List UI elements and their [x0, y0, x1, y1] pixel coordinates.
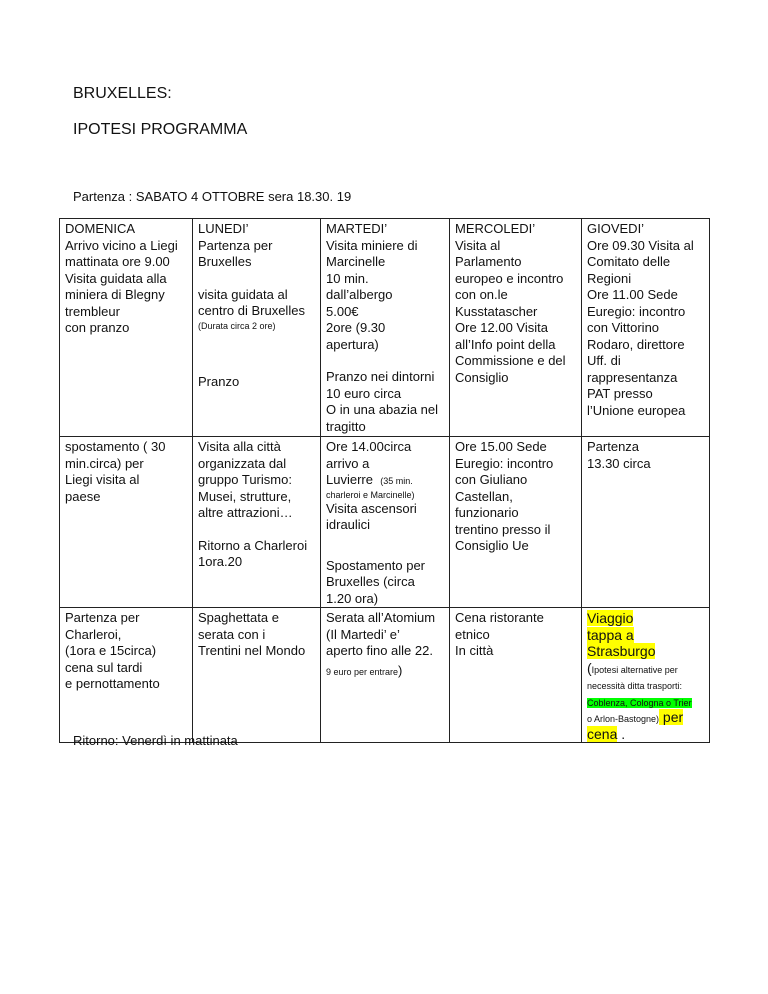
mercoledi-afternoon-text	[455, 439, 576, 555]
luvierre-label: Luvierre	[326, 472, 373, 487]
mercoledi-evening-text	[455, 610, 576, 660]
cell-mercoledi-afternoon	[450, 437, 582, 608]
text-line: Regioni	[587, 270, 632, 286]
martedi-morning-text	[326, 221, 444, 353]
text-line: Comitato delle	[587, 254, 671, 269]
text-line: MARTEDI’	[326, 221, 388, 236]
text-line: Commissione e del	[455, 353, 566, 368]
martedi-afternoon-text	[326, 439, 444, 472]
text-line: Ore 11.00 Sede	[587, 287, 678, 302]
text-line: Partenza	[587, 439, 640, 454]
text-line: organizzata dal	[198, 455, 287, 471]
text-line: Ore 14.00circa	[326, 439, 412, 454]
text-line: MERCOLEDI’	[455, 221, 536, 236]
text-line: min.circa) per	[65, 455, 144, 471]
martedi-lunch-text	[326, 369, 444, 435]
text-line: aperto fino alle 22.	[326, 643, 433, 658]
text-line: Ore 09.30 Visita al	[587, 237, 694, 253]
text-line: 13.30 circa	[587, 455, 651, 471]
text-line: 2ore (9.30	[326, 320, 386, 335]
lunedi-lunch: Pranzo	[198, 373, 240, 389]
text-line: Spaghettata e	[198, 610, 279, 625]
cell-lunedi-afternoon	[193, 437, 321, 608]
text-line: Marcinelle	[326, 254, 386, 269]
text-line: cena sul tardi	[65, 659, 143, 675]
text-line: 1.20 ora)	[326, 590, 379, 606]
lunedi-afternoon-text	[198, 439, 315, 522]
text-line: Cena ristorante	[455, 610, 544, 625]
text-line: In città	[455, 643, 494, 658]
text-line: con on.le	[455, 287, 508, 302]
text-line: altre attrazioni…	[198, 505, 293, 520]
martedi-price-line	[326, 663, 444, 680]
per-label: per	[659, 709, 684, 725]
text-line: GIOVEDI’	[587, 221, 645, 236]
text-line: 10 min.	[326, 270, 369, 286]
text-line: paese	[65, 488, 101, 504]
alt-note-4: o Arlon-Bastogne)	[587, 714, 660, 724]
return-line: Ritorno: Venerdì in mattinata	[73, 733, 238, 748]
martedi-luvierre-line	[326, 472, 444, 489]
text-line: Kusstatascher	[455, 303, 538, 319]
text-line: con Vittorino	[587, 320, 660, 335]
cell-giovedi-evening	[582, 608, 710, 743]
text-line: Trentini nel Mondo	[198, 643, 306, 658]
text-line: Arrivo vicino a Liegi	[65, 237, 178, 253]
strasburgo-label: tappa a Strasburgo	[587, 626, 656, 659]
martedi-evening-text	[326, 610, 444, 660]
text-line: Castellan,	[455, 488, 513, 504]
cell-domenica-morning	[60, 219, 193, 437]
cell-domenica-afternoon	[60, 437, 193, 608]
text-line: Pranzo nei dintorni	[326, 369, 435, 384]
alt-note-1: Ipotesi alternative per	[591, 664, 678, 675]
text-line: (1ora e 15circa)	[65, 643, 157, 658]
text-line: Charleroi,	[65, 626, 122, 642]
text-line: DOMENICA	[65, 221, 136, 236]
text-line: rappresentanza	[587, 369, 678, 385]
text-line: Liegi visita al	[65, 472, 140, 487]
text-line: centro di Bruxelles	[198, 303, 305, 318]
text-line: europeo e incontro	[455, 270, 564, 286]
text-line: Bruxelles (circa	[326, 574, 415, 589]
cell-martedi-evening	[321, 608, 450, 743]
text-line: 5.00€	[326, 303, 359, 319]
cell-lunedi-morning	[193, 219, 321, 437]
domenica-evening-text	[65, 610, 187, 693]
text-line: gruppo Turismo:	[198, 472, 292, 487]
domenica-morning-text	[65, 221, 187, 337]
text-line: Visita alla città	[198, 439, 281, 454]
mercoledi-morning-text	[455, 221, 576, 386]
cell-giovedi-afternoon	[582, 437, 710, 608]
cell-giovedi-morning	[582, 219, 710, 437]
text-line: Consiglio	[455, 369, 509, 385]
cell-martedi-afternoon	[321, 437, 450, 608]
table-row	[60, 608, 710, 743]
text-line: Visita ascensori	[326, 500, 417, 516]
page-subtitle: IPOTESI PROGRAMMA	[73, 121, 248, 138]
program-table	[59, 218, 710, 743]
giovedi-afternoon-text	[587, 439, 704, 472]
text-line: LUNEDI’	[198, 221, 249, 236]
text-line: funzionario	[455, 505, 519, 520]
text-line: Rodaro, direttore	[587, 336, 685, 352]
alt-note-3: Coblenza, Colognа o Trier	[587, 697, 692, 708]
table-row	[60, 219, 710, 437]
lunedi-duration-note: (Durata circa 2 ore)	[198, 320, 276, 331]
text-line: Musei, strutture,	[198, 488, 292, 504]
text-line: Ore 15.00 Sede	[455, 439, 547, 454]
cell-martedi-morning	[321, 219, 450, 437]
text-line: etnico	[455, 626, 490, 642]
text-line: Partenza per	[65, 610, 140, 625]
alt-paren: (	[587, 659, 592, 676]
cell-domenica-evening	[60, 608, 193, 743]
alt-note-2: necessità ditta trasporti:	[587, 681, 683, 691]
lunedi-evening-text	[198, 610, 315, 660]
text-line: Ore 12.00 Visita	[455, 320, 548, 335]
text-line: spostamento ( 30	[65, 439, 166, 454]
text-line: tragitto	[326, 418, 366, 434]
text-line: Bruxelles	[198, 254, 252, 269]
lunedi-morning-text	[198, 221, 315, 271]
text-line: dall’albergo	[326, 287, 393, 302]
text-line: (Il Martedi’ e’	[326, 626, 400, 642]
lunedi-return-text	[198, 538, 315, 571]
text-line: Uff. di	[587, 353, 621, 368]
giovedi-evening-text	[587, 610, 704, 742]
text-line: apertura)	[326, 336, 379, 352]
text-line: 1ora.20	[198, 554, 243, 569]
text-line: all’Info point della	[455, 336, 556, 352]
text-line: arrivo a	[326, 455, 370, 471]
text-line: con pranzo	[65, 320, 130, 335]
atomium-price: 9 euro per entrare	[326, 666, 399, 677]
text-line: trentino presso il	[455, 521, 551, 537]
text-line: miniera di Blegny	[65, 287, 165, 302]
text-line: Visita al	[455, 237, 501, 253]
luvierre-note-1: (35 min.	[380, 476, 413, 486]
giovedi-morning-text	[587, 221, 704, 419]
cell-mercoledi-evening	[450, 608, 582, 743]
atomium-paren: )	[398, 662, 403, 678]
text-line: mattinata ore 9.00	[65, 254, 170, 269]
text-line: serata con i	[198, 626, 266, 642]
text-line: Ritorno a Charleroi	[198, 537, 308, 553]
text-line: Spostamento per	[326, 557, 426, 573]
text-line: e pernottamento	[65, 676, 160, 691]
luvierre-note-2: charleroi e Marcinelle)	[326, 489, 415, 500]
text-line: trembleur	[65, 303, 120, 319]
text-line: O in una abazia nel	[326, 402, 439, 417]
cena-end: .	[617, 725, 626, 742]
travel-label: Viaggio	[587, 610, 634, 626]
text-line: 10 euro circa	[326, 385, 402, 401]
text-line: visita guidata al	[198, 286, 288, 302]
text-line: con Giuliano	[455, 472, 528, 487]
text-line: PAT presso	[587, 386, 653, 401]
text-line: Euregio: incontro	[587, 303, 686, 319]
text-line: l’Unione europea	[587, 402, 686, 418]
text-line: Euregio: incontro	[455, 455, 554, 471]
domenica-afternoon-text	[65, 439, 187, 505]
lunedi-visit-text	[198, 287, 315, 320]
table-row	[60, 437, 710, 608]
text-line: Consiglio Ue	[455, 538, 529, 553]
martedi-transfer-text	[326, 558, 444, 608]
cena-label: cena	[587, 725, 618, 742]
cell-mercoledi-morning	[450, 219, 582, 437]
text-line: Partenza per	[198, 237, 273, 253]
departure-line: Partenza : SABATO 4 OTTOBRE sera 18.30. 19	[73, 189, 352, 204]
text-line: Serata all’Atomium	[326, 610, 436, 625]
martedi-lifts-text	[326, 501, 444, 534]
text-line: Visita guidata alla	[65, 270, 167, 286]
text-line: Parlamento	[455, 254, 522, 269]
page-title: BRUXELLES:	[73, 85, 172, 102]
text-line: idraulici	[326, 517, 371, 532]
cell-lunedi-evening	[193, 608, 321, 743]
text-line: Visita miniere di	[326, 237, 418, 253]
